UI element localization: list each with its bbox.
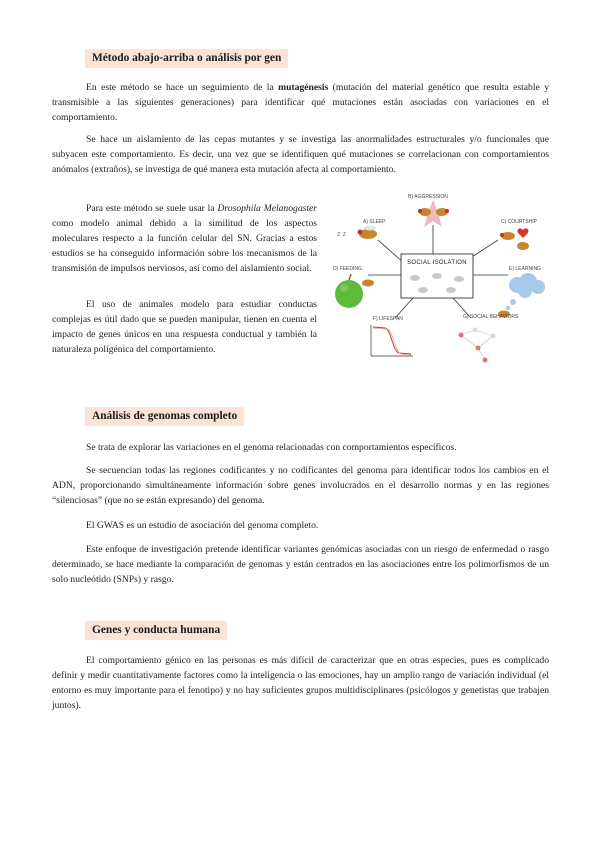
fly-eye-icon: [445, 209, 449, 213]
paragraph-human-behavior: El comportamiento génico en las personas es más difícil de caracterizar que en otras especies, pues es complicado definir y medir cuantitativamente factores como la inteligencia o las emociones, hay un amplio rango de variación individual (el entorno es muy importante para el fenotipo) y no hay suficientes grupos multidisciplinares (psicólogos y genetistas que trabajen juntos).: [52, 655, 549, 711]
paragraph-text: (mutación del material genético que resulta estable y transmisible a las siguientes generaciones) para identificar qué mutaciones están asociadas con variaciones en el comportamiento.: [52, 82, 549, 123]
heart-icon: [518, 228, 529, 238]
paragraph-drosophila: [52, 201, 317, 276]
paragraph-genome-variations: Se trata de explorar las variaciones en el genoma relacionadas con comportamientos específicos.: [86, 442, 457, 453]
label-lifespan: F) LIFESPAN: [373, 316, 403, 322]
fly-eye-icon: [418, 209, 422, 213]
sleep-zzz-icon: z z: [337, 231, 346, 238]
apple-highlight: [340, 284, 348, 292]
bold-term-mutagenesis: mutagénesis: [278, 82, 329, 93]
fly-eye-icon: [500, 233, 504, 237]
paragraph-animal-models: El uso de animales modelo para estudiar conductas complejas es útil dado que se pueden manipular, tienen en cuenta el impacto de genes únicos en una respuesta conductual y también la naturaleza poligénica del comportamiento.: [52, 299, 317, 355]
label-behaviors: G) SOCIAL BEHAVIORS: [463, 314, 519, 320]
section-heading-human: Genes y conducta humana: [85, 621, 227, 640]
label-feeding: D) FEEDING: [333, 266, 362, 272]
label-aggression: B) AGGRESSION: [408, 194, 448, 200]
label-courtship: C) COURTSHIP: [501, 219, 538, 225]
paragraph-approach: Este enfoque de investigación pretende identificar variantes genómicas asociadas con un riesgo de enfermedad o rasgo determinado, se hace mediante la comparación de genomas y están centrados en las asociaciones entre los polimorfismos de un solo nucleótido (SNPs) y rasgo.: [52, 544, 549, 585]
paragraph-mutagenesis: [52, 80, 549, 125]
fly-icon: [517, 242, 529, 250]
paragraph-gwas: El GWAS es un estudio de asociación del genoma completo.: [86, 520, 319, 531]
paragraph-text: En este método se hace un seguimiento de la: [86, 82, 279, 93]
fly-eye-icon: [358, 230, 363, 235]
paragraph-isolation: Se hace un aislamiento de las cepas mutantes y se investiga las anormalidades estructurales y/o funcionales que subyacen este comportamiento. Es decir, una vez que se identifiquen qué mutaciones se correlacionan con comportamientos anómalos (extraños), se investiga de qué manera esta mutación afecta al comportamiento.: [52, 134, 549, 175]
label-learning: E) LEARNING: [509, 266, 541, 272]
apple-stem: [349, 274, 351, 280]
label-sleep: A) SLEEP: [363, 219, 386, 225]
paragraph-sequencing: Se secuencian todas las regiones codificantes y no codificantes del genoma para identificar todos los cambios en el ADN, proporcionando simultáneamente información sobre genes involucrados en el desarrollo normas y en las regiones “silenciosas” (que no se están expresando) del genoma.: [52, 465, 549, 506]
italic-species-name: Drosophila Melanogaster: [217, 203, 318, 214]
section-heading-bottom-up: Método abajo-arriba o análisis por gen: [85, 49, 288, 68]
fly-icon: [362, 280, 374, 287]
lifespan-curve: [373, 327, 411, 354]
paragraph-text: Para este método se suele usar la: [86, 203, 218, 214]
section-heading-genome: Análisis de genomas completo: [85, 407, 244, 426]
center-label: SOCIAL ISOLATION: [407, 260, 467, 266]
fly-wing-icon: [364, 226, 376, 231]
social-network-lines: [461, 330, 493, 360]
social-isolation-figure: [333, 190, 548, 365]
social-network-nodes: [459, 328, 496, 363]
paragraph-text: como modelo animal debido a la similitud de los aspectos moleculares respecto a la función celular del SN. Gracias a estos estudios se ha conseguido información sobre los mecanismos de la transmisión de impulsos nerviosos, así como del aislamiento social.: [52, 218, 317, 274]
figure-svg: [333, 190, 548, 365]
thought-cloud-icon: [506, 273, 545, 310]
apple-icon: [335, 280, 363, 308]
